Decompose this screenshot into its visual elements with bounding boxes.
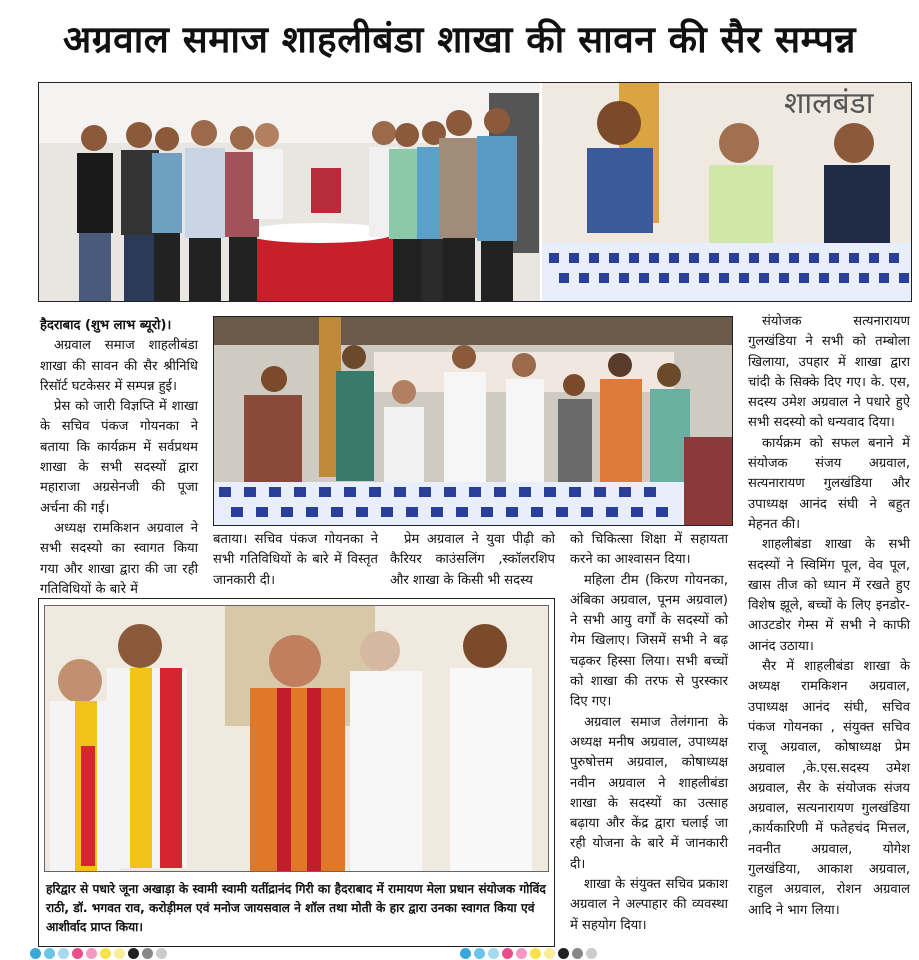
article-column-2 <box>213 530 378 591</box>
middle-group-photo-image <box>214 317 732 525</box>
middle-group-photo <box>213 316 733 526</box>
registration-dot <box>58 948 69 959</box>
registration-dot <box>572 948 583 959</box>
paragraph: को चिकित्सा शिक्षा में सहायता करने का आश्वासन दिया। <box>570 532 728 568</box>
print-registration-marks <box>30 948 910 960</box>
paragraph: शाखा के संयुक्त सचिव प्रकाश अग्रवाल ने अल्पाहार की व्यवस्था में सहयोग दिया। <box>570 877 728 933</box>
feature-photo-image <box>45 606 548 871</box>
registration-dot <box>516 948 527 959</box>
dateline: हैदराबाद (शुभ लाभ ब्यूरो)। <box>40 318 172 333</box>
article-column-5 <box>748 312 910 921</box>
registration-dot <box>128 948 139 959</box>
paragraph: प्रेस को जारी विज्ञप्ति में शाखा के सचिव पंकज गोयनका ने बताया कि कार्यक्रम में सर्वप्रथम शाखा के सभी सदस्यों द्वारा महाराजा अग्रसेनजी की पूजा अर्चना की गई। <box>40 399 198 516</box>
banner-text: शालबंडा <box>784 86 874 121</box>
registration-dot <box>488 948 499 959</box>
feature-photo-caption: हरिद्वार से पधारे जूना अखाड़ा के स्वामी स्वामी यतींद्रानंद गिरी का हैदराबाद में रामायण मेला प्रधान संयोजक गोविंद राठी, डॉ. भगवत राव, करोड़ीमल एवं मनोज जायसवाल ने शॉल तथा मोती के हार द्वारा उनका स्वागत किया एवं आशीर्वाद प्राप्त किया। <box>46 882 546 934</box>
paragraph: सैर में शाहलीबंडा शाखा के अध्यक्ष रामकिशन अग्रवाल, उपाध्यक्ष आनंद संघी, सचिव पंकज गोयनका , संयुक्त सचिव राजू अग्रवाल, कोषाध्यक्ष प्रेम अग्रवाल ,के.एस.सदस्य उमेश अग्रवाल, सैर के संयोजक संजय अग्रवाल, सत्यनारायण गुलखंडिया ,कार्यकारिणी में फतेहचंद मित्तल, नवनीत अग्रवाल, योगेश गुलखंडिया, आकाश अग्रवाल, राहुल अग्रवाल, रोशन अग्रवाल आदि ने भाग लिया। <box>748 659 910 918</box>
registration-dot <box>100 948 111 959</box>
paragraph: महिला टीम (किरण गोयनका, अंबिका अग्रवाल, पूनम अग्रवाल) ने सभी आयु वर्गों के सदस्यों को गेम खिलाए। जिसमें सभी ने बढ़ चढ़कर हिस्सा लिया। सभी बच्चों को शाखा की तरफ से पुरस्कार दिए गए। <box>570 572 728 710</box>
registration-dot <box>114 948 125 959</box>
article-column-3 <box>390 530 555 591</box>
top-group-photo-image <box>39 83 911 301</box>
paragraph: प्रेम अग्रवाल ने युवा पीढ़ी को कैरियर काउंसलिंग ,स्कॉलरशिप और शाखा के किसी भी सदस्य <box>390 532 555 588</box>
registration-dot <box>530 948 541 959</box>
paragraph: संयोजक सत्यनारायण गुलखंडिया ने सभी को तम्बोला खिलाया, उपहार में शाखा द्वारा चांदी के सिक्के दिए गए। के. एस, सदस्य उमेश अग्रवाल ने पधारे हुऐ सभी सदस्यो को धन्यवाद दिया। <box>748 314 910 431</box>
headline: अग्रवाल समाज शाहलीबंडा शाखा की सावन की सैर सम्पन्न <box>62 18 857 61</box>
registration-dot <box>86 948 97 959</box>
registration-dot <box>44 948 55 959</box>
paragraph: अग्रवाल समाज शाहलीबंडा शाखा की सावन की सैर श्रीनिधि रिसॉर्ट घटकेसर में सम्पन्न हुई। <box>40 338 198 394</box>
paragraph: शाहलीबंडा शाखा के सभी सदस्यों ने स्विमिंग पूल, वेव पूल, खास तीज को ध्यान में रखते हुए विशेष झूले, बच्चों के लिए इनडोर-आउटडोर गेम्स में सभी ने काफी आनंद उठाया। <box>748 537 910 654</box>
article-column-4 <box>570 530 728 936</box>
top-group-photo <box>38 82 912 302</box>
registration-dot <box>156 948 167 959</box>
paragraph: अग्रवाल समाज तेलंगाना के अध्यक्ष मनीष अग्रवाल, उपाध्यक्ष पुरुषोत्तम अग्रवाल, कोषाध्यक्ष नवीन अग्रवाल ने शाहलीबंडा शाखा के सदस्यों का उत्साह बढ़ाया और केंद्र द्वारा चलाई जा रही योजना के बारे में जानकारी दी। <box>570 714 728 872</box>
feature-photo <box>44 605 549 872</box>
registration-dot <box>30 948 41 959</box>
paragraph: कार्यक्रम को सफल बनाने में संयोजक संजय अग्रवाल, सत्यनारायण गुलखंडिया और उपाध्यक्ष आनंद संघी ने बहुत मेहनत की। <box>748 435 910 532</box>
registration-dot <box>72 948 83 959</box>
registration-dot <box>544 948 555 959</box>
registration-dot <box>142 948 153 959</box>
registration-dot <box>502 948 513 959</box>
paragraph: बताया। सचिव पंकज गोयनका ने सभी गतिविधियों के बारे में विस्तृत जानकारी दी। <box>213 532 378 588</box>
registration-dot <box>558 948 569 959</box>
registration-dot <box>586 948 597 959</box>
registration-dot <box>474 948 485 959</box>
paragraph: अध्यक्ष रामकिशन अग्रवाल ने सभी सदस्यो का स्वागत किया गया और शाखा द्वारा की जा रही गतिविधियों के बारे में <box>40 520 198 597</box>
registration-dot <box>460 948 471 959</box>
article-column-1 <box>40 316 198 600</box>
